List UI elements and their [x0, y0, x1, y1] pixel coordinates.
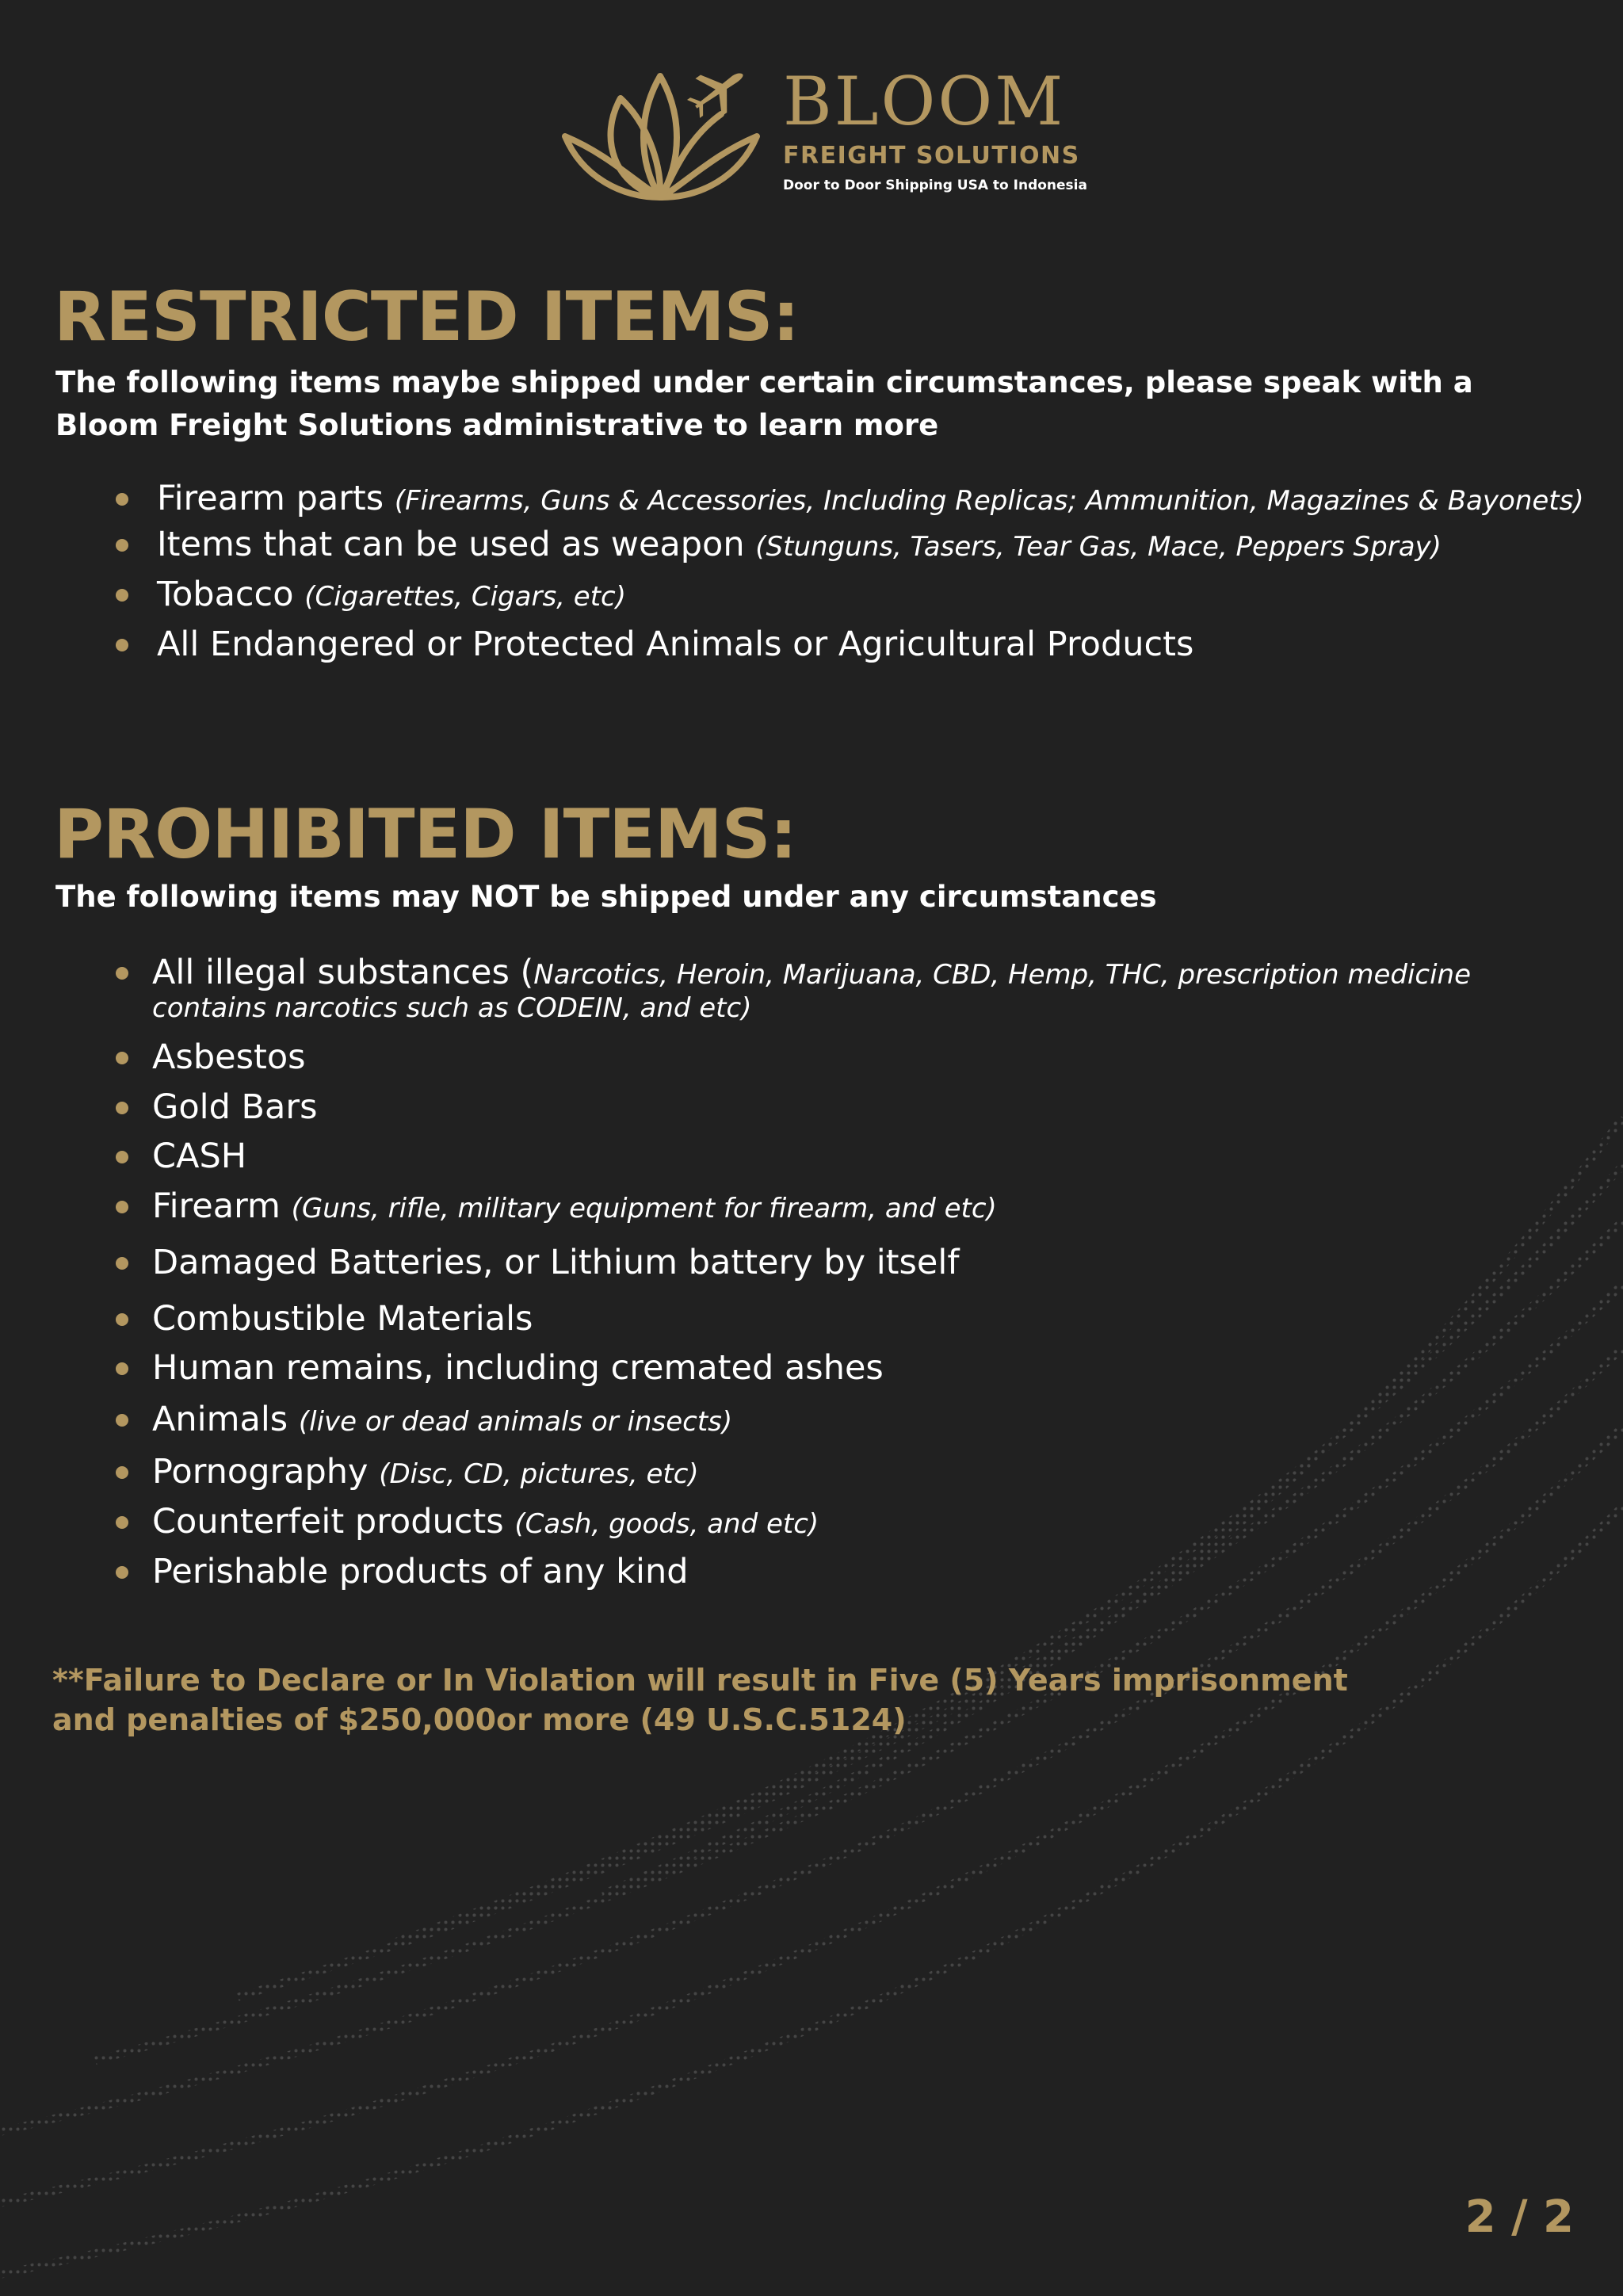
brand-name: BLOOM	[783, 63, 1066, 140]
prohibited-title: PROHIBITED ITEMS:	[54, 795, 796, 874]
item-label: Firearm	[152, 1186, 281, 1226]
item-note: (Cigarettes, Cigars, etc)	[304, 581, 626, 613]
bullet-icon	[116, 967, 128, 980]
bullet-icon	[116, 1257, 128, 1270]
list-item	[152, 953, 1471, 1024]
bullet-icon	[116, 1362, 128, 1375]
list-item	[152, 1186, 997, 1226]
list-item	[157, 479, 1584, 518]
bullet-icon	[116, 1102, 128, 1114]
item-label: Gold Bars	[152, 1087, 318, 1127]
bullet-icon	[116, 539, 128, 552]
legal-footnote	[52, 1660, 1400, 1740]
list-item	[152, 1348, 884, 1388]
item-label: Animals	[152, 1400, 288, 1439]
item-note: (Disc, CD, pictures, etc)	[379, 1458, 699, 1490]
bullet-icon	[116, 1052, 128, 1064]
prohibited-description: The following items may NOT be shipped under any circumstances	[55, 880, 1157, 914]
list-item	[152, 1552, 689, 1591]
item-note: (Guns, rifle, military equipment for firearm, and etc)	[291, 1193, 997, 1224]
bullet-icon	[116, 1414, 128, 1427]
brand-tagline: Door to Door Shipping USA to Indonesia	[783, 178, 1087, 193]
item-label: Asbestos	[152, 1037, 306, 1077]
bullet-icon	[116, 1566, 128, 1579]
footnote-line-2: and penalties of $250,000or more (49 U.S.C.5124)	[52, 1702, 907, 1737]
item-label: Items that can be used as weapon	[157, 525, 745, 564]
item-note: (Cash, goods, and etc)	[514, 1508, 819, 1540]
list-item	[157, 625, 1194, 664]
list-item	[152, 1502, 819, 1541]
item-note-continued: contains narcotics such as CODEIN, and etc)	[152, 992, 752, 1024]
item-note: Narcotics, Heroin, Marijuana, CBD, Hemp, THC, prescription medicine	[533, 959, 1471, 991]
brand-subtitle: FREIGHT SOLUTIONS	[783, 142, 1080, 170]
item-label: Counterfeit products	[152, 1502, 504, 1541]
item-label: All illegal substances (	[152, 953, 534, 992]
bullet-icon	[116, 1466, 128, 1479]
bullet-icon	[116, 1313, 128, 1326]
list-item	[152, 1299, 533, 1339]
bullet-icon	[116, 589, 128, 602]
list-item	[152, 1452, 699, 1492]
item-note: (Stunguns, Tasers, Tear Gas, Mace, Peppers Spray)	[755, 531, 1442, 563]
header	[0, 57, 1623, 208]
item-label: CASH	[152, 1137, 247, 1176]
footnote-line-1: **Failure to Declare or In Violation will result in Five (5) Years imprisonment	[52, 1663, 1348, 1698]
list-item	[152, 1087, 318, 1127]
item-note: (Firearms, Guns & Accessories, Including Replicas; Ammunition, Magazines & Bayonets)	[394, 485, 1584, 517]
bullet-icon	[116, 639, 128, 651]
item-label: Perishable products of any kind	[152, 1552, 689, 1591]
bullet-icon	[116, 1201, 128, 1213]
lotus-airplane-logo-icon	[559, 67, 763, 201]
item-label: Damaged Batteries, or Lithium battery by itself	[152, 1243, 960, 1282]
item-label: Pornography	[152, 1452, 369, 1492]
list-item	[157, 525, 1442, 564]
item-label: Combustible Materials	[152, 1299, 533, 1339]
list-item	[152, 1037, 306, 1077]
item-label: Tobacco	[157, 575, 294, 614]
item-label: Firearm parts	[157, 479, 384, 518]
bullet-icon	[116, 493, 128, 506]
restricted-description: The following items maybe shipped under certain circumstances, please speak with a Bloom Freight Solutions administrative to learn more	[55, 365, 1473, 442]
bullet-icon	[116, 1516, 128, 1529]
item-label: All Endangered or Protected Animals or Agricultural Products	[157, 625, 1194, 664]
item-note: (live or dead animals or insects)	[298, 1406, 733, 1438]
bullet-icon	[116, 1151, 128, 1163]
list-item	[152, 1137, 247, 1176]
page-number: 2 / 2	[1465, 2191, 1574, 2243]
list-item	[152, 1400, 733, 1439]
list-item	[152, 1243, 960, 1282]
list-item	[157, 575, 626, 614]
item-label: Human remains, including cremated ashes	[152, 1348, 884, 1388]
restricted-title: RESTRICTED ITEMS:	[54, 277, 799, 357]
